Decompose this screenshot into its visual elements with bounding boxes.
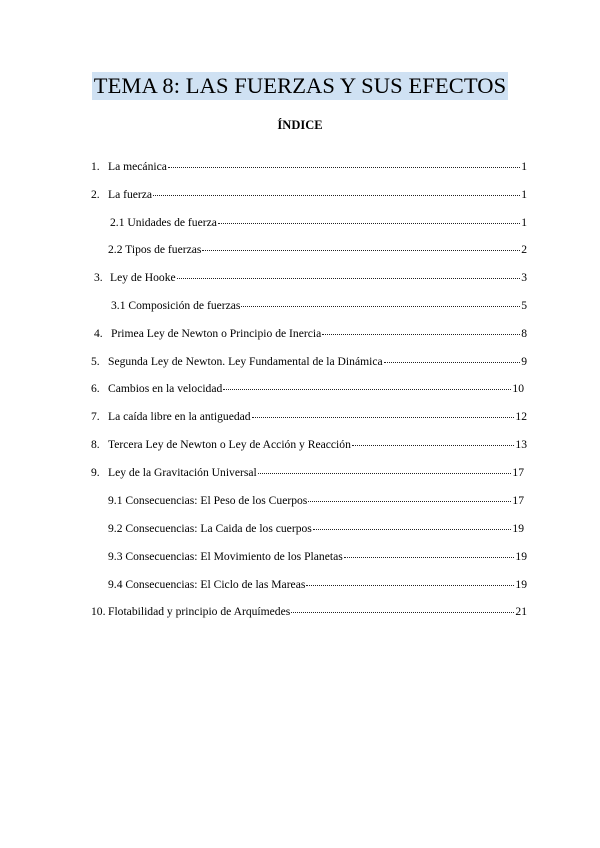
toc-page: 19 [512,522,524,535]
toc-page: 3 [521,271,527,284]
toc-label: Cambios en la velocidad [108,382,223,395]
toc-page: 17 [512,466,524,479]
toc-number: 3. [94,271,103,284]
toc-label: Ley de la Gravitación Universal [108,466,257,479]
toc-label: 3.1 Composición de fuerzas [111,299,241,312]
index-heading: ÍNDICE [277,118,323,132]
toc-page: 5 [521,299,527,312]
toc-entry[interactable] [91,187,527,203]
toc-page: 1 [521,160,527,173]
toc-leader [306,576,514,586]
toc-entry[interactable] [91,465,524,481]
toc-page: 19 [515,578,527,591]
toc-page: 21 [515,605,527,618]
toc-entry[interactable] [91,381,524,397]
toc-leader [313,520,512,530]
toc-number: 7. [91,410,100,423]
toc-page: 17 [512,494,524,507]
toc-leader [352,436,515,446]
toc-page: 13 [515,438,527,451]
toc-entry[interactable] [108,493,524,509]
toc-label: Flotabilidad y principio de Arquímedes [108,605,291,618]
toc-entry[interactable] [108,549,527,565]
document-title: TEMA 8: LAS FUERZAS Y SUS EFECTOS [93,73,507,98]
toc-label: Primea Ley de Newton o Principio de Inercia [111,327,322,340]
toc-label: 9.4 Consecuencias: El Ciclo de las Mareas [108,578,306,591]
toc-number: 5. [91,355,100,368]
toc-label: 2.2 Tipos de fuerzas [108,243,202,256]
toc-entry[interactable] [108,242,527,258]
toc-page: 10 [512,382,524,395]
toc-label: La caída libre en la antiguedad [108,410,251,423]
toc-label: Tercera Ley de Newton o Ley de Acción y Reacción [108,438,351,451]
toc-page: 19 [515,550,527,563]
toc-leader [168,158,520,168]
toc-label: 9.2 Consecuencias: La Caida de los cuerpos [108,522,312,535]
toc-leader [153,186,520,196]
toc-leader [218,214,520,224]
toc-number: 4. [94,327,103,340]
toc-label: La mecánica [108,160,167,173]
toc-number: 10. [91,605,106,618]
toc-entry[interactable] [94,326,527,342]
toc-number: 8. [91,438,100,451]
toc-number: 2. [91,188,100,201]
toc-entry[interactable] [108,521,524,537]
toc-leader [177,269,521,279]
toc-leader [202,241,520,251]
toc-entry[interactable] [108,577,527,593]
toc-entry[interactable] [91,354,527,370]
toc-label: 9.3 Consecuencias: El Movimiento de los Planetas [108,550,343,563]
toc-page: 1 [521,216,527,229]
toc-entry[interactable] [91,437,527,453]
toc-entry[interactable] [110,215,527,231]
toc-number: 1. [91,160,100,173]
toc-label: Ley de Hooke [110,271,176,284]
toc-number: 9. [91,466,100,479]
toc-leader [258,464,512,474]
toc-page: 8 [521,327,527,340]
toc-label: 9.1 Consecuencias: El Peso de los Cuerpos [108,494,308,507]
toc-leader [252,408,515,418]
toc-leader [308,492,511,502]
toc-leader [344,548,515,558]
toc-leader [322,325,520,335]
toc-label: La fuerza [108,188,153,201]
toc-page: 9 [521,355,527,368]
toc-page: 12 [515,410,527,423]
toc-number: 6. [91,382,100,395]
toc-leader [241,297,520,307]
toc-entry[interactable] [91,604,527,620]
toc-leader [384,353,521,363]
toc-entry[interactable] [111,298,527,314]
toc-entry[interactable] [91,159,527,175]
toc-entry[interactable] [94,270,527,286]
toc-label: Segunda Ley de Newton. Ley Fundamental de la Dinámica [108,355,383,368]
toc-leader [223,380,511,390]
toc-leader [291,603,514,613]
toc-page: 2 [521,243,527,256]
toc-label: 2.1 Unidades de fuerza [110,216,217,229]
toc-page: 1 [521,188,527,201]
toc-entry[interactable] [91,409,527,425]
